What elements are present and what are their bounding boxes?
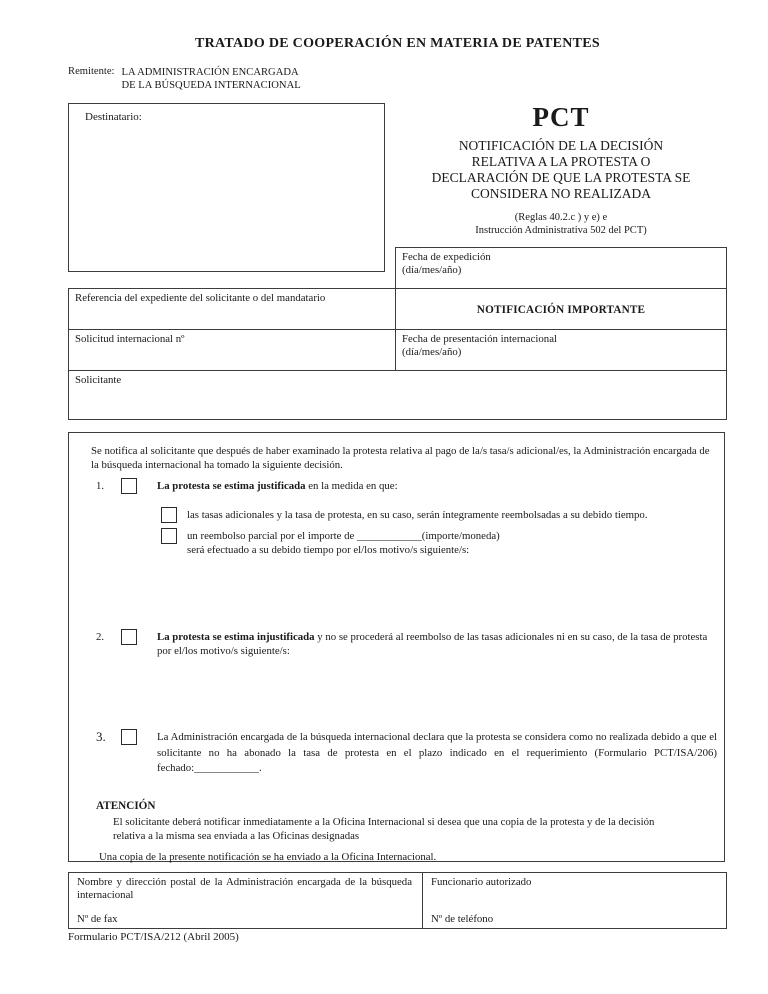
expedition-date-format: (día/mes/año)	[402, 264, 462, 276]
info-grid	[68, 247, 727, 420]
pct-heading: PCT	[532, 102, 590, 132]
decision-box	[68, 432, 725, 862]
item-2-text: La protesta se estima injustificada y no se procederá al reembolso de las tasas adicionales ni en su caso, de la tasa de protesta por el/los motivo/s siguiente/s:	[157, 631, 708, 657]
form-title: NOTIFICACIÓN DE LA DECISIÓN RELATIVA A LA PROTESTA O DECLARACIÓN DE QUE LA PROTESTA SE CONSIDERA NO REALIZADA	[431, 138, 691, 201]
item-1-number: 1.	[96, 480, 105, 492]
fax-number-label: Nº de fax	[77, 913, 118, 925]
isa-name-address-label: Nombre y dirección postal de la Administración encargada de la búsqueda internacional	[77, 876, 412, 901]
item-1-option-2-checkbox[interactable]	[161, 528, 177, 544]
file-reference-cell	[68, 288, 396, 330]
filing-date-format: (día/mes/año)	[402, 346, 462, 358]
item-1-option-1-text: las tasas adicionales y la tasa de protesta, en su caso, serán íntegramente reembolsadas a su debido tiempo.	[187, 509, 648, 521]
intro-paragraph: Se notifica al solicitante que después de haber examinado la protesta relativa al pago de la/s tasa/s adicional/es, la Administración encargada de la búsqueda internacional ha tomado la siguiente decisión.	[91, 445, 710, 471]
decision-item-3	[96, 730, 724, 777]
expedition-date-cell	[395, 247, 727, 289]
document-title: TRATADO DE COOPERACIÓN EN MATERIA DE PATENTES	[194, 36, 601, 51]
item-1-option-1-checkbox[interactable]	[161, 507, 177, 523]
decision-item-2	[96, 630, 716, 658]
filing-date-label: Fecha de presentación internacional	[402, 333, 557, 345]
footer-box	[68, 872, 727, 929]
item-3-number: 3.	[96, 729, 106, 744]
attention-text: El solicitante deberá notificar inmediatamente a la Oficina Internacional si desea que una copia de la protesta y de la decisión relativa a la misma sea enviada a las Oficinas designadas	[113, 816, 655, 842]
isa-name-address-cell	[69, 873, 422, 928]
item-1-option-2-text: un reembolso parcial por el importe de ____________(importe/moneda) será efectuado a su debido tiempo por el/los motivo/s siguiente/s:	[187, 530, 500, 556]
phone-number-label: Nº de teléfono	[431, 913, 494, 925]
dated-blank-field[interactable]: ____________	[194, 762, 259, 774]
authorized-officer-cell	[422, 873, 726, 928]
application-number-cell	[68, 329, 396, 371]
sender-label: Remitente:	[68, 66, 115, 77]
item-1-checkbox[interactable]	[121, 478, 137, 494]
item-2-checkbox[interactable]	[121, 629, 137, 645]
item-3-text: La Administración encargada de la búsqueda internacional declara que la protesta se considera como no realizada debido a que el solicitante no ha abonado la tasa de protesta en el plazo indicado en el requerimiento (Formulario PCT/ISA/206) fechado:____________.	[157, 731, 717, 774]
item-2-number: 2.	[96, 631, 105, 643]
expedition-date-label: Fecha de expedición	[402, 251, 491, 263]
attention-heading: ATENCIÓN	[96, 800, 156, 812]
item-3-checkbox[interactable]	[121, 729, 137, 745]
important-notice-cell	[395, 288, 727, 330]
copy-note: Una copia de la presente notificación se ha enviado a la Oficina Internacional.	[99, 851, 437, 863]
sender-block	[68, 66, 301, 92]
decision-item-1	[96, 479, 708, 494]
form-rules: (Reglas 40.2.c ) y e) e Instrucción Administrativa 502 del PCT)	[475, 212, 647, 236]
applicant-label: Solicitante	[75, 374, 122, 386]
amount-blank-field[interactable]: ____________	[357, 530, 422, 542]
applicant-cell	[68, 370, 727, 420]
form-header	[395, 102, 727, 237]
form-number: Formulario PCT/ISA/212 (Abril 2005)	[68, 931, 239, 943]
item-1-text: La protesta se estima justificada en la medida en que:	[157, 480, 398, 492]
addressee-label: Destinatario:	[85, 111, 142, 123]
file-reference-label: Referencia del expediente del solicitante o del mandatario	[75, 292, 326, 304]
important-notice-label: NOTIFICACIÓN IMPORTANTE	[476, 304, 646, 316]
filing-date-cell	[395, 329, 727, 371]
sender-name: LA ADMINISTRACIÓN ENCARGADA DE LA BÚSQUEDA INTERNACIONAL	[121, 67, 301, 91]
authorized-officer-label: Funcionario autorizado	[431, 876, 532, 888]
item-1-option-2	[161, 529, 709, 557]
item-1-option-1	[161, 508, 709, 523]
attention-block	[96, 799, 711, 843]
application-number-label: Solicitud internacional nº	[75, 333, 185, 345]
